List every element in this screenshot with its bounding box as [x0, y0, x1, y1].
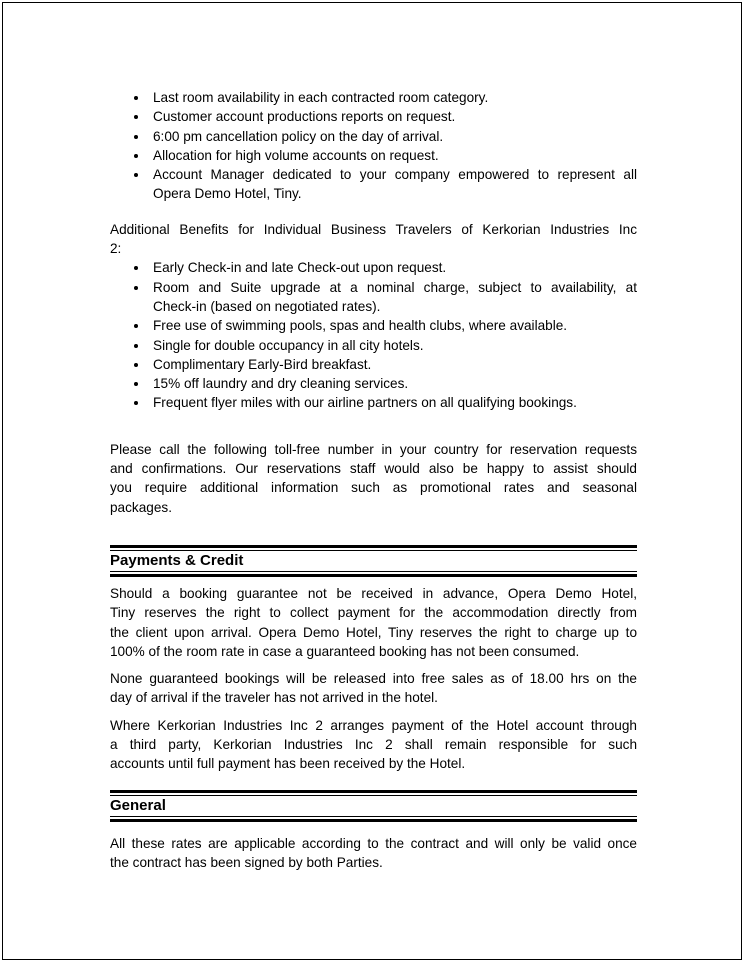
payments-paragraph-1 — [110, 584, 637, 661]
heading-bottom-thin-rule — [110, 816, 637, 817]
bullet-text — [153, 165, 637, 204]
text-line: Complimentary Early-Bird breakfast. — [153, 356, 372, 372]
general-paragraph — [110, 834, 637, 873]
additional-benefits-intro — [110, 220, 637, 259]
text-line: Tiny reserves the right to collect payment for the accommodation directly from — [110, 605, 637, 621]
bullet-text — [153, 336, 637, 355]
text-line: Should a booking guarantee not be received in advance, Opera Demo Hotel, — [110, 585, 637, 601]
text-line: 15% off laundry and dry cleaning services. — [153, 376, 409, 392]
list-item — [110, 393, 637, 412]
list-item — [110, 107, 637, 126]
heading-bottom-thick-rule — [110, 819, 637, 822]
text-line: Frequent flyer miles with our airline partners on all qualifying bookings. — [153, 395, 577, 411]
list-item — [110, 88, 637, 107]
text-line: 2: — [110, 241, 122, 257]
bullet-icon — [134, 344, 138, 348]
bullet-icon — [134, 363, 138, 367]
section-heading-general — [110, 790, 637, 822]
bullet-icon — [134, 286, 138, 290]
heading-top-thick-rule — [110, 545, 637, 548]
bullet-icon — [134, 266, 138, 270]
text-line: day of arrival if the traveler has not arrived in the hotel. — [110, 690, 438, 706]
text-line: the contract has been signed by both Parties. — [110, 854, 383, 870]
text-line: and confirmations. Our reservations staff would also be happy to assist should — [110, 461, 637, 477]
text-line: packages. — [110, 499, 172, 515]
bullet-icon — [134, 173, 138, 177]
text-line: Check-in (based on negotiated rates). — [153, 298, 381, 314]
reservations-paragraph — [110, 440, 637, 517]
list-item — [110, 127, 637, 146]
bullet-icon — [134, 154, 138, 158]
text-line: the client upon arrival. Opera Demo Hotel, Tiny reserves the right to charge up to — [110, 624, 637, 640]
list-item — [110, 374, 637, 393]
text-line: accounts until full payment has been received by the Hotel. — [110, 756, 466, 772]
heading-bottom-thin-rule — [110, 571, 637, 572]
text-line: Customer account productions reports on request. — [153, 109, 456, 125]
bullet-icon — [134, 96, 138, 100]
text-line: All these rates are applicable according to the contract and will only be valid once — [110, 835, 637, 851]
list-item — [110, 336, 637, 355]
page-content — [3, 3, 637, 872]
text-line: 6:00 pm cancellation policy on the day of arrival. — [153, 128, 444, 144]
hotel-benefits-bullet-list — [110, 88, 637, 204]
bullet-text — [153, 393, 637, 412]
bullet-text — [153, 107, 637, 126]
section-heading-payments-credit — [110, 545, 637, 577]
bullet-icon — [134, 135, 138, 139]
bullet-icon — [134, 382, 138, 386]
bullet-text — [153, 374, 637, 393]
text-line: you require additional information such as promotional rates and seasonal — [110, 480, 637, 496]
payments-paragraph-3 — [110, 716, 637, 774]
list-item — [110, 146, 637, 165]
bullet-icon — [134, 324, 138, 328]
bullet-text — [153, 258, 637, 277]
list-item — [110, 278, 637, 317]
payments-paragraph-2 — [110, 669, 637, 708]
bullet-text — [153, 88, 637, 107]
business-traveler-benefits-bullet-list — [110, 258, 637, 412]
heading-bottom-thick-rule — [110, 574, 637, 577]
text-line: 100% of the room rate in case a guaranteed booking has not been consumed. — [110, 643, 580, 659]
text-line: Last room availability in each contracted room category. — [153, 90, 489, 105]
section-title: General — [110, 796, 166, 814]
list-item — [110, 165, 637, 204]
list-item — [110, 316, 637, 335]
text-line: Free use of swimming pools, spas and health clubs, where available. — [153, 318, 568, 334]
text-line: None guaranteed bookings will be released into free sales as of 18.00 hrs on the — [110, 671, 637, 687]
text-line: Please call the following toll-free number in your country for reservation requests — [110, 441, 637, 457]
bullet-text — [153, 127, 637, 146]
text-line: a third party, Kerkorian Industries Inc 2 shall remain responsible for such — [110, 737, 637, 753]
bullet-text — [153, 316, 637, 335]
text-line: Where Kerkorian Industries Inc 2 arranges payment of the Hotel account through — [110, 717, 637, 733]
text-line: Additional Benefits for Individual Business Travelers of Kerkorian Industries Inc — [110, 221, 637, 237]
list-item — [110, 258, 637, 277]
list-item — [110, 355, 637, 374]
document-page — [2, 2, 742, 960]
text-line: Single for double occupancy in all city hotels. — [153, 337, 424, 353]
bullet-icon — [134, 115, 138, 119]
text-line: Room and Suite upgrade at a nominal charge, subject to availability, at — [153, 279, 637, 295]
bullet-text — [153, 355, 637, 374]
text-line: Allocation for high volume accounts on request. — [153, 147, 439, 163]
text-line: Opera Demo Hotel, Tiny. — [153, 186, 302, 202]
section-title: Payments & Credit — [110, 551, 244, 569]
bullet-icon — [134, 401, 138, 405]
bullet-text — [153, 146, 637, 165]
text-line: Account Manager dedicated to your company empowered to represent all — [153, 167, 637, 183]
heading-top-thick-rule — [110, 790, 637, 793]
text-line: Early Check-in and late Check-out upon request. — [153, 260, 447, 276]
bullet-text — [153, 278, 637, 317]
